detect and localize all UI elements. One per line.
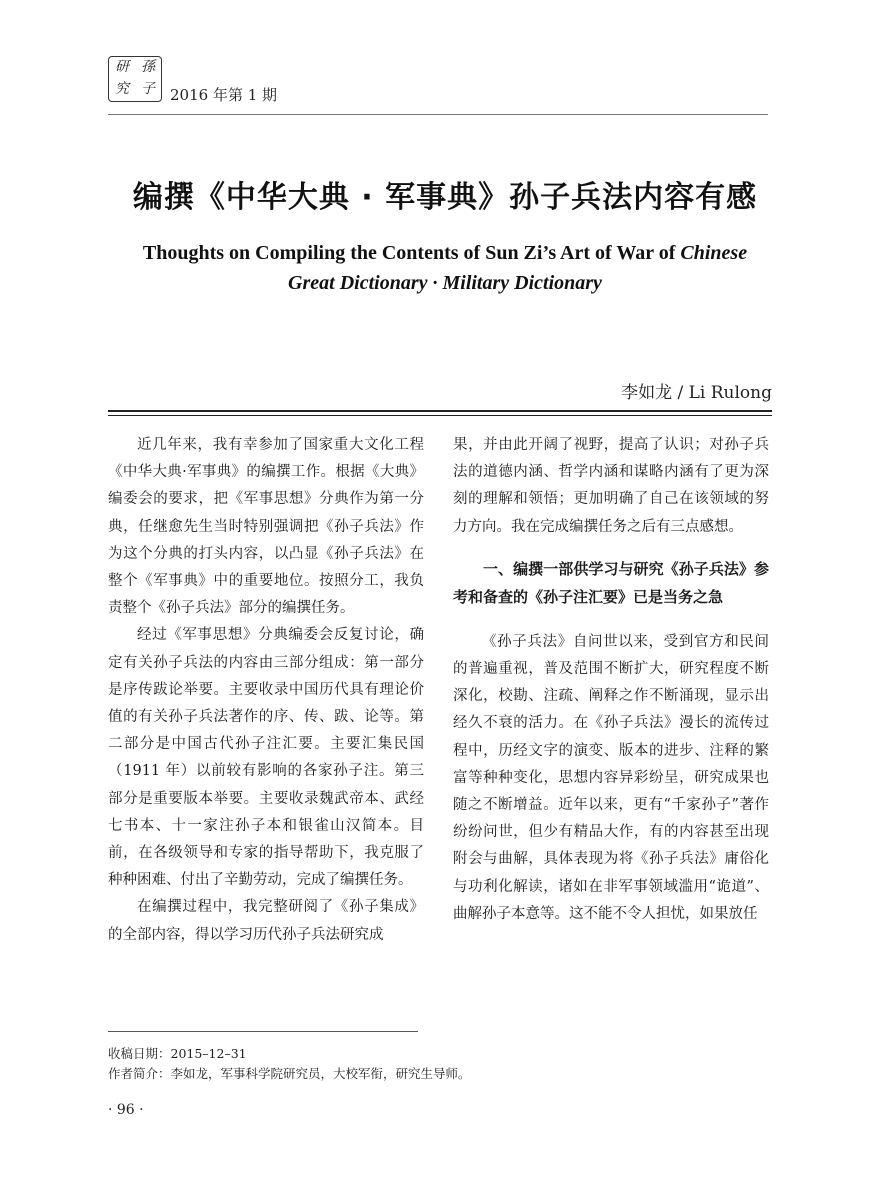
article-title-zh: 编撰《中华大典 · 军事典》孙子兵法内容有感 — [132, 180, 758, 215]
header-divider — [108, 114, 768, 115]
paragraph: 近几年来，我有幸参加了国家重大文化工程《中华大典·军事典》的编撰工作。根据《大典》编委会的要求，把《军事思想》分典作为第一分典，任继愈先生当时特别强调把《孙子兵法》作为这个分典的打头内容，以凸显《孙子兵法》在整个《军事典》中的重要地位。按照分工，我负责整个《孙子兵法》部分的编撰任务。 — [108, 437, 424, 617]
footnote-received-date: 收稿日期：2015–12–31 — [108, 1046, 247, 1061]
author-byline: 李如龙 / Li Rulong — [621, 383, 772, 403]
title-en-italic2: Great Dictionary · Military Dictionary — [288, 272, 602, 294]
paragraph: 《孙子兵法》自问世以来，受到官方和民间的普遍重视，普及范围不断扩大，研究程度不断深化，校勘、注疏、阐释之作不断涌现，显示出经久不衰的活力。在《孙子兵法》漫长的流传过程中，历经文字的演变、版本的进步、注释的繁富等种种变化，思想内容异彩纷呈，研究成果也随之不断增益。近年以来，更有“千家孙子”著作纷纷问世，但少有精品大作，有的内容甚至出现附会与曲解，具体表现为将《孙子兵法》庸俗化与功利化解读，诸如在非军事领域滥用“诡道”、曲解孙子本意等。这不能不令人担忧，如果放任 — [453, 633, 769, 922]
journal-header — [108, 54, 768, 114]
footnote-author-bio: 作者简介：李如龙，军事科学院研究员，大校军衔，研究生导师。 — [108, 1066, 471, 1081]
paragraph: 经过《军事思想》分典编委会反复讨论，确定有关孙子兵法的内容由三部分组成：第一部分是序传跋论举要。主要收录中国历代具有理论价值的有关孙子兵法著作的序、传、跋、论等。第二部分是中国古代孙子注汇要。主要汇集民国（1911 年）以前较有影响的各家孙子注。第三部分是重要版本举要。主要收录魏武帝本、武经七书本、十一家注孙子本和银雀山汉简本。目前，在各级领导和专家的指导帮助下，我克服了种种困难、付出了辛勤劳动，完成了编撰任务。 — [108, 627, 424, 889]
logo-char: 子 — [141, 81, 155, 97]
title-divider-thin — [108, 415, 772, 416]
body-column-right — [453, 432, 769, 928]
logo-char: 研 — [115, 59, 129, 75]
body-column-left — [108, 432, 424, 949]
article-title-en — [100, 238, 790, 298]
logo-char: 究 — [115, 81, 129, 97]
logo-char: 孫 — [141, 59, 155, 75]
issue-label: 2016 年第 1 期 — [170, 86, 278, 104]
title-en-line1: Thoughts on Compiling the Contents of Sun Zi’s Art of War of — [142, 242, 681, 264]
paragraph: 果，并由此开阔了视野，提高了认识；对孙子兵法的道德内涵、哲学内涵和谋略内涵有了更为深刻的理解和领悟；更加明确了自己在该领域的努力方向。我在完成编撰任务之后有三点感想。 — [453, 437, 769, 535]
paragraph: 在编撰过程中，我完整研阅了《孙子集成》的全部内容，得以学习历代孙子兵法研究成 — [108, 899, 424, 943]
title-en-italic1: Chinese — [680, 242, 748, 264]
journal-logo — [108, 56, 162, 102]
page-number: · 96 · — [108, 1102, 144, 1118]
footnote-divider — [108, 1031, 418, 1032]
section-heading: 一、编撰一部供学习与研究《孙子兵法》参考和备查的《孙子注汇要》已是当务之急 — [453, 559, 769, 606]
title-divider-thick — [108, 410, 772, 412]
